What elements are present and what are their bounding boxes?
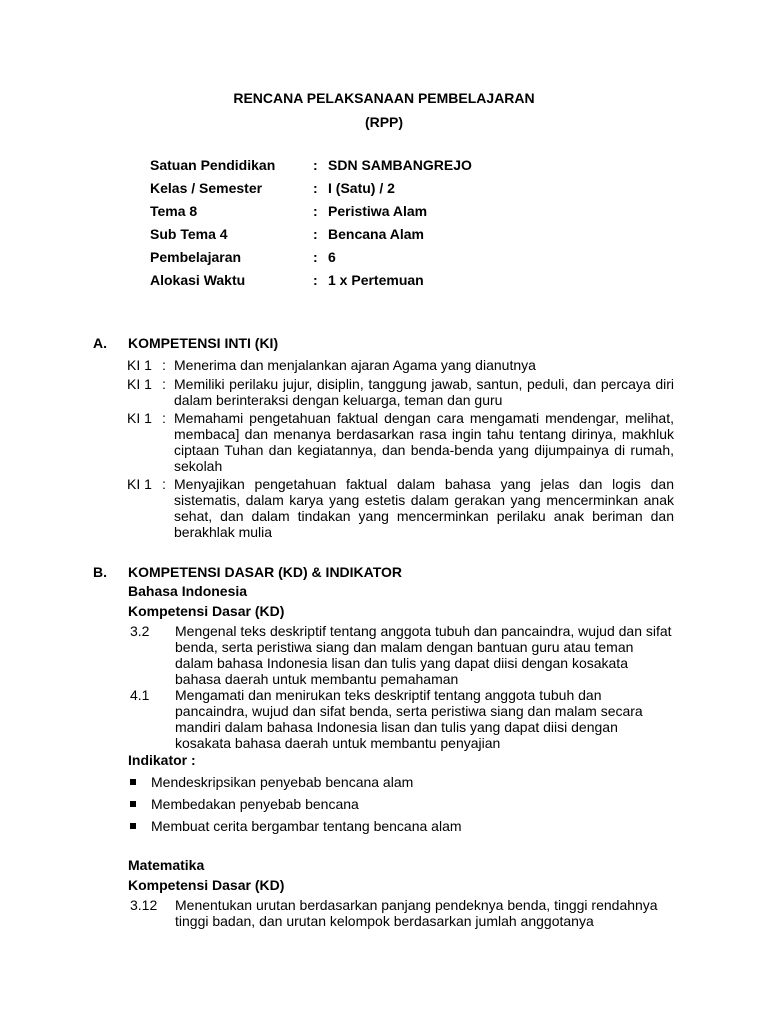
ki-code: KI 1 — [127, 476, 152, 492]
kd-text: Menentukan urutan berdasarkan panjang pendeknya benda, tinggi rendahnya tinggi badan, dan urutan kelompok berdasarkan jumlah anggotanya — [175, 897, 658, 929]
document-title: RENCANA PELAKSANAAN PEMBELAJARAN — [233, 90, 535, 106]
ki-code: KI 1 — [127, 410, 152, 426]
ki-text: Memahami pengetahuan faktual dengan cara mengamati mendengar, melihat, membaca] dan menanya berdasarkan rasa ingin tahu tentang dirinya, makhluk ciptaan Tuhan dan kegiatannya, dan benda-benda yang dijumpainya di rumah, sekolah — [174, 410, 674, 474]
kd-number: 3.2 — [130, 623, 150, 639]
ki-code: KI 1 — [127, 357, 152, 373]
indikator-heading: Indikator : — [128, 752, 196, 768]
ki-text: Menerima dan menjalankan ajaran Agama yang dianutnya — [174, 357, 536, 373]
identity-label: Pembelajaran — [150, 249, 242, 265]
section-b-letter: B. — [93, 564, 107, 580]
subject-heading: Matematika — [128, 857, 205, 873]
indikator-text: Membedakan penyebab bencana — [151, 796, 359, 812]
kd-heading: Kompetensi Dasar (KD) — [128, 877, 285, 893]
identity-colon: : — [313, 203, 318, 219]
identity-value: Peristiwa Alam — [328, 203, 428, 219]
ki-text: Menyajikan pengetahuan faktual dalam bahasa yang jelas dan logis dan sistematis, dalam karya yang estetis dalam gerakan yang mencerminkan anak sehat, dan dalam tindakan yang mencerminkan perilaku anak beriman dan berakhlak mulia — [174, 476, 674, 540]
identity-colon: : — [313, 180, 318, 196]
ki-colon: : — [162, 476, 166, 492]
identity-label: Alokasi Waktu — [150, 272, 246, 288]
section-a-letter: A. — [93, 335, 107, 351]
subject-heading: Bahasa Indonesia — [128, 583, 248, 599]
identity-value: 6 — [328, 249, 336, 265]
ki-code: KI 1 — [127, 376, 152, 392]
kd-heading: Kompetensi Dasar (KD) — [128, 603, 285, 619]
section-b-title: KOMPETENSI DASAR (KD) & INDIKATOR — [128, 564, 403, 580]
identity-value: SDN SAMBANGREJO — [328, 157, 472, 173]
identity-colon: : — [313, 249, 318, 265]
ki-text: Memiliki perilaku jujur, disiplin, tanggung jawab, santun, peduli, dan percaya diri dalam berinteraksi dengan keluarga, teman dan guru — [174, 376, 674, 408]
bullet-square-icon — [130, 779, 136, 785]
identity-colon: : — [313, 272, 318, 288]
identity-label: Sub Tema 4 — [150, 226, 228, 242]
identity-colon: : — [313, 226, 318, 242]
kd-number: 3.12 — [130, 897, 158, 913]
kd-text: Mengenal teks deskriptif tentang anggota tubuh dan pancaindra, wujud dan sifat benda, serta peristiwa siang dan malam dengan bantuan guru atau teman dalam bahasa Indonesia lisan dan tulis yang dapat diisi dengan kosakata bahasa daerah untuk membantu pemahaman — [175, 623, 672, 687]
identity-label: Satuan Pendidikan — [150, 157, 276, 173]
identity-value: Bencana Alam — [328, 226, 424, 242]
bullet-square-icon — [130, 823, 136, 829]
identity-label: Tema 8 — [150, 203, 198, 219]
ki-colon: : — [162, 410, 166, 426]
identity-value: 1 x Pertemuan — [328, 272, 424, 288]
section-a-title: KOMPETENSI INTI (KI) — [128, 335, 279, 351]
ki-colon: : — [162, 357, 166, 373]
identity-colon: : — [313, 157, 318, 173]
kd-number: 4.1 — [130, 687, 150, 703]
document-subtitle: (RPP) — [364, 114, 404, 130]
bullet-square-icon — [130, 801, 136, 807]
indikator-text: Membuat cerita bergambar tentang bencana alam — [151, 818, 462, 834]
ki-colon: : — [162, 376, 166, 392]
kd-text: Mengamati dan menirukan teks deskriptif tentang anggota tubuh dan pancaindra, wujud dan sifat benda, serta peristiwa siang dan malam secara mandiri dalam bahasa Indonesia lisan dan tulis yang dapat diisi dengan kosakata bahasa daerah untuk membantu penyajian — [175, 687, 643, 751]
identity-label: Kelas / Semester — [150, 180, 263, 196]
identity-value: I (Satu) / 2 — [328, 180, 395, 196]
indikator-text: Mendeskripsikan penyebab bencana alam — [151, 774, 414, 790]
